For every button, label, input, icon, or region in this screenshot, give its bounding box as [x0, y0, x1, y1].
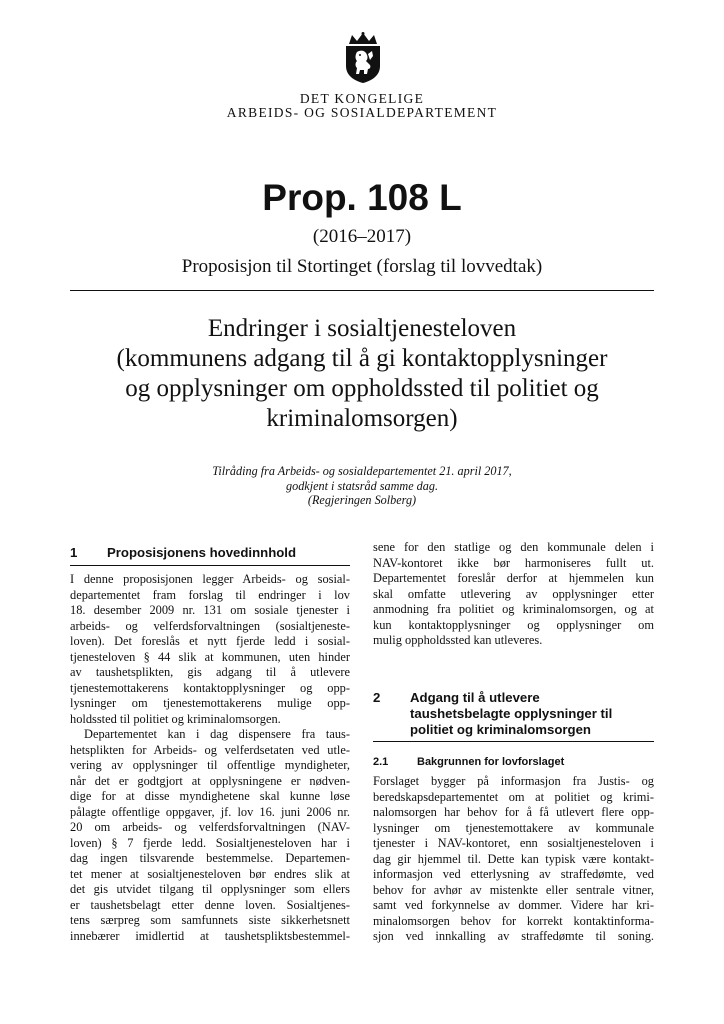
text-line: 18. desember 2009 nr. 131 om sosiale tjenester i [70, 603, 350, 617]
section-1-body [70, 572, 350, 944]
recommendation-line: godkjent i statsråd samme dag. [286, 478, 438, 493]
text-line: samt ved forkynnelse av dommer. Videre har kri- [373, 898, 654, 912]
subsection-number: 2.1 [373, 756, 389, 768]
title-line: kriminalomsorgen) [266, 405, 458, 432]
text-line: anmodning fra politiet og kriminalomsorgen, og at [373, 602, 654, 616]
subsection-title: Bakgrunnen for lovforslaget [417, 756, 565, 768]
section-number: 2 [373, 690, 381, 705]
session-years: (2016–2017) [312, 226, 412, 247]
text-line: innebærer imidlertid at taushetspliktsbestemmel- [70, 928, 350, 943]
text-line: dige for at disse myndighetene skal kunne løse [70, 789, 350, 803]
title-line: (kommunens adgang til å gi kontaktopplysninger [116, 345, 608, 372]
text-line: Departementet kan i dag dispensere fra taus- [84, 727, 350, 741]
text-line: vering av opplysninger til offentlige myndigheter, [70, 758, 350, 772]
text-line: loven). Det foreslås et nytt fjerde ledd i sosial- [70, 634, 350, 648]
text-line: beredskapsdepartementet om at politiet og krimi- [373, 789, 654, 804]
title-line: Endringer i sosialtjenesteloven [207, 315, 517, 342]
section-1-heading [70, 545, 350, 561]
coat-of-arms-logo [340, 32, 386, 84]
text-line: 20 om arbeids- og velferdsforvaltningen (NAV- [70, 820, 350, 834]
subsection-2-1-heading [373, 755, 654, 769]
section-1-body-continued [373, 540, 654, 649]
text-line: nalomsorgen har behov for å få utlevert flere opp- [373, 805, 654, 819]
text-line: dag gir hjemmel til. Dette kan typisk være kontakt- [373, 851, 654, 866]
text-line: loven) § 7 fjerde ledd. Sosialtjenesteloven har i [70, 835, 350, 850]
title-line: og opplysninger om oppholdssted til politiet og [125, 375, 599, 402]
text-line: I denne proposisjonen legger Arbeids- og sosial- [70, 572, 350, 586]
text-line: arbeids- og velferdsforvaltningen (sosialtjeneste- [70, 618, 350, 633]
section-number: 1 [70, 545, 78, 560]
text-line: det gis utvidet tilgang til opplysninger som ellers [70, 882, 350, 896]
text-line: tjenesteloven § 44 slik at kommunen, uten hinder [70, 649, 350, 664]
section-title-line: politiet og kriminalomsorgen [410, 722, 591, 737]
text-line: NAV-kontoret ikke bør harmoniseres fullt ut. [373, 555, 654, 570]
document-title [60, 314, 664, 434]
section-title: Proposisjonens hovedinnhold [107, 545, 297, 560]
text-line: lysninger om tjenestemottakerens mulige opp- [70, 696, 350, 710]
section-2-heading [373, 690, 654, 738]
divider [70, 290, 654, 291]
recommendation-line: (Regjeringen Solberg) [307, 493, 417, 507]
text-line: holdssted til politiet og kriminalomsorgen. [70, 711, 281, 726]
text-line: tet mener at sosialtjenesteloven bør endres slik at [70, 866, 350, 881]
text-line: er taushetsbelagt etter denne loven. Sosialtjenes- [70, 897, 350, 912]
text-line: lysninger om tjenestemottakere av kommunale [373, 820, 654, 835]
text-line: tjenester i NAV-kontoret, enn sosialtjenesteloven i [373, 836, 654, 850]
subsection-2-1-body [373, 774, 654, 945]
section-rule [373, 741, 654, 742]
proposition-type: Proposisjon til Stortinget (forslag til lovvedtak) [181, 256, 543, 277]
recommendation-note [0, 464, 724, 508]
text-line: Departementet foreslår derfor at hjemmelen kun [373, 571, 654, 585]
text-line: tens særpreg som samfunnets siste sikkerhetsnett [70, 913, 350, 927]
text-line: departementet fram forslag til endringer i lov [70, 587, 350, 602]
text-line: dag ingen tilsvarende bestemmelse. Departemen- [70, 851, 350, 865]
text-line: Forslaget bygger på informasjon fra Justis- og [373, 774, 654, 788]
ministry-name-line2: ARBEIDS- OG SOSIALDEPARTEMENT [226, 105, 498, 120]
text-line: kun kontaktopplysninger og opplysninger om [373, 617, 654, 632]
section-rule [70, 565, 350, 566]
proposition-number: Prop. 108 L [262, 177, 462, 218]
recommendation-line: Tilråding fra Arbeids- og sosialdepartementet 21. april 2017, [212, 464, 512, 478]
text-line: hetsplikten for Arbeids- og velferdsetaten ved utle- [70, 742, 350, 757]
text-line: sene for den statlige og den kommunale delen i [373, 540, 654, 554]
text-line: informasjon ved etterlysning av straffedømte, ved [373, 867, 654, 881]
text-line: når det er godtgjort at opplysningene er nødven- [70, 773, 350, 788]
section-title-line: taushetsbelagte opplysninger til [410, 706, 613, 721]
ministry-name-line1: DET KONGELIGE [299, 91, 425, 106]
text-line: av taushetsplikten, gis adgang til å utlevere [70, 665, 350, 679]
text-line: behov for avhør av mistenkte eller sentrale vitner, [373, 882, 654, 897]
text-line: skal omfatte utlevering av opplysninger etter [373, 586, 654, 601]
section-title-line: Adgang til å utlevere [410, 690, 540, 705]
text-line: mulig oppholdssted kan utleveres. [373, 633, 543, 647]
text-line: pålagte offentlige oppgaver, jf. lov 16. juni 2006 nr. [70, 804, 350, 819]
text-line: minalomsorgen behov for korrekt kontaktinforma- [373, 913, 654, 928]
text-line: tjenestemottakerens kontaktopplysninger og opp- [70, 680, 350, 695]
text-line: sjon ved innkalling av straffedømte til soning. [373, 929, 654, 943]
